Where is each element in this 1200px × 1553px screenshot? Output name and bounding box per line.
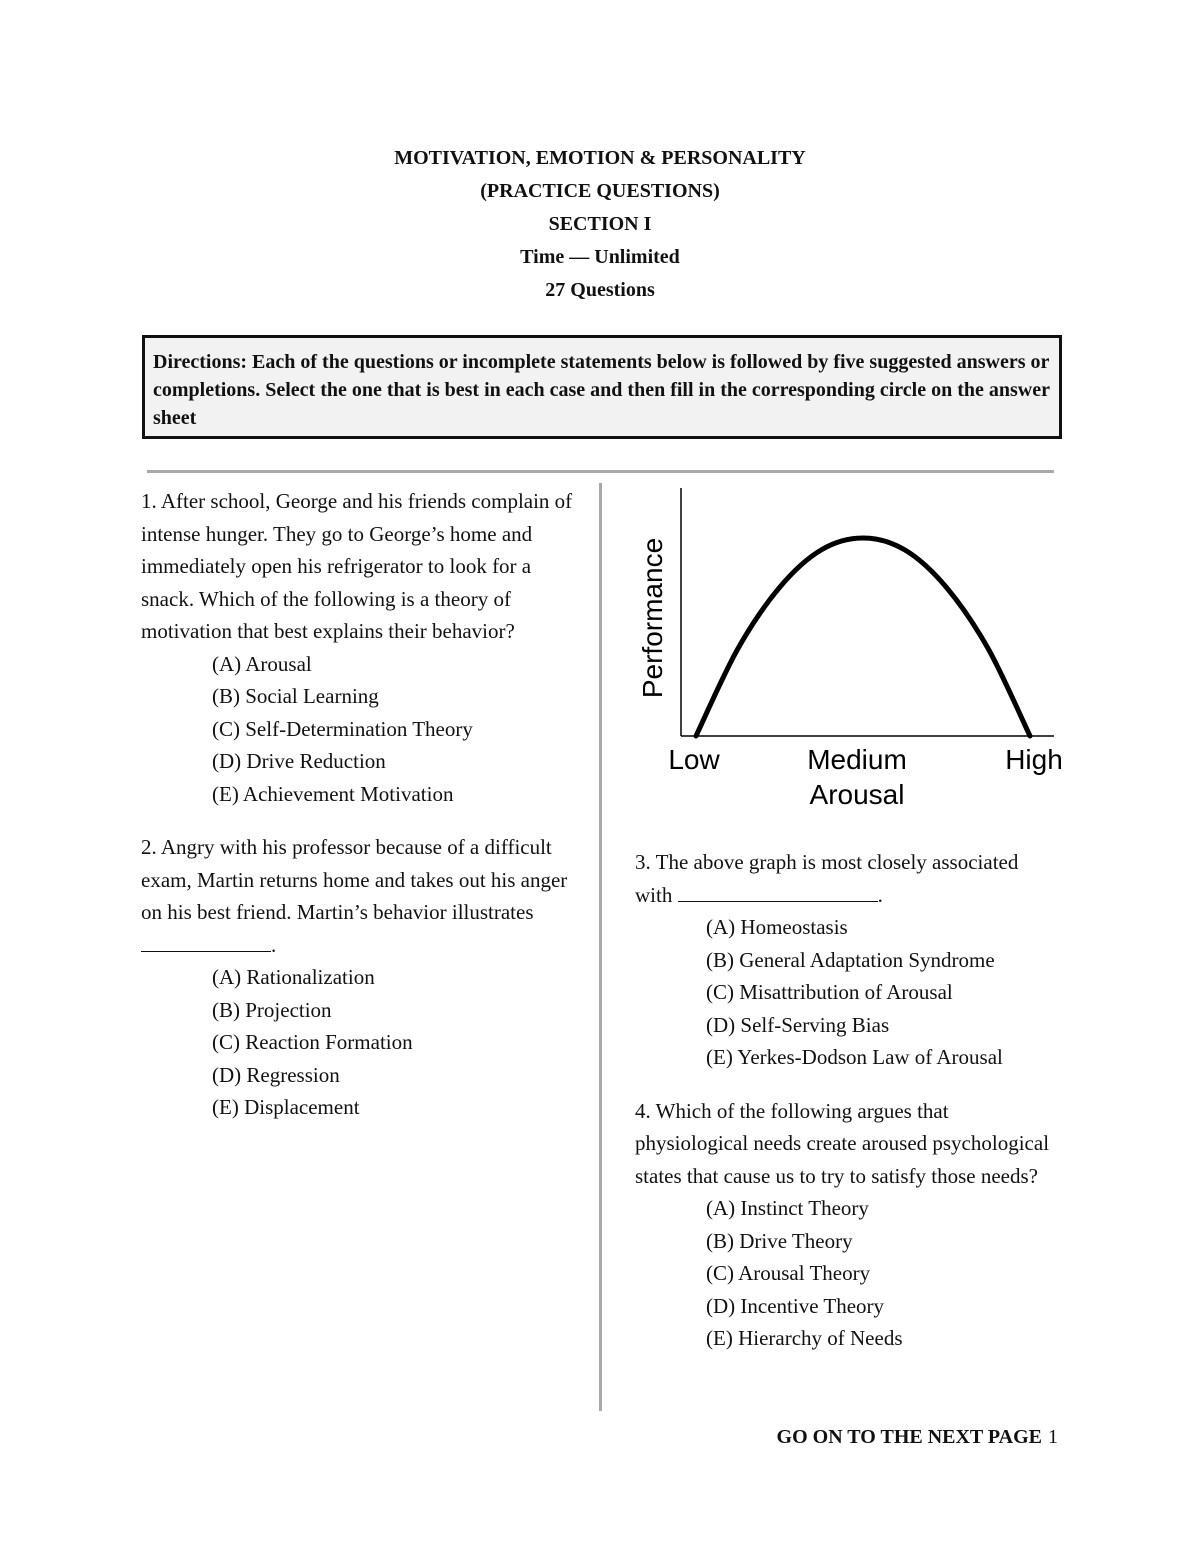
question-count: 27 Questions <box>545 279 655 301</box>
answer-options <box>635 1192 1055 1355</box>
answer-option: (C) Arousal Theory <box>706 1261 871 1285</box>
question-stem <box>141 831 581 961</box>
stem-end: . <box>877 882 883 907</box>
directions-box: Directions: Each of the questions or incomplete statements below is followed by five suggested answers or completions. Select the one that is best in each case and then fill in the corresponding circle on the answer sheet <box>142 335 1062 439</box>
section-label: SECTION I <box>548 213 652 235</box>
answer-option: (C) Misattribution of Arousal <box>706 980 953 1004</box>
column-divider <box>599 483 602 1411</box>
answer-option: (B) Social Learning <box>212 684 379 708</box>
page-footer <box>777 1424 1058 1450</box>
yerkes-dodson-graph <box>620 478 1080 818</box>
time-limit: Time — Unlimited <box>520 246 680 268</box>
stem-text: 2. Angry with his professor because of a difficult exam, Martin returns home and takes out his anger on his best friend. Martin’s behavior illustrates <box>141 835 568 924</box>
x-axis-label: Arousal <box>809 779 905 810</box>
next-page-notice: GO ON TO THE NEXT PAGE <box>776 1426 1042 1448</box>
answer-option: (C) Reaction Formation <box>212 1030 413 1054</box>
question-stem: 4. Which of the following argues that physiological needs create aroused psychological states that cause us to try to satisfy those needs? <box>635 1098 1050 1188</box>
question-1 <box>141 485 581 810</box>
left-column <box>141 485 581 1145</box>
question-2 <box>141 831 581 1124</box>
horizontal-divider <box>147 470 1054 473</box>
performance-curve <box>696 538 1030 736</box>
answer-option: (D) Self-Serving Bias <box>706 1012 890 1037</box>
x-tick-medium: Medium <box>807 744 907 775</box>
answer-option: (E) Displacement <box>212 1095 360 1119</box>
page-number: 1 <box>1048 1426 1058 1448</box>
answer-blank <box>141 931 271 952</box>
answer-option: (B) General Adaptation Syndrome <box>706 947 995 972</box>
question-4 <box>635 1095 1055 1355</box>
right-column <box>635 846 1055 1376</box>
answer-option: (E) Yerkes-Dodson Law of Arousal <box>706 1045 1003 1069</box>
document-subtitle: (PRACTICE QUESTIONS) <box>480 180 720 202</box>
answer-options <box>141 648 581 811</box>
question-3 <box>635 846 1055 1074</box>
stem-text: 3. The above graph is most closely associated with <box>635 850 1019 907</box>
answer-option: (D) Drive Reduction <box>212 749 386 773</box>
answer-options <box>141 961 581 1124</box>
answer-option: (D) Regression <box>212 1062 340 1087</box>
answer-blank <box>678 881 878 902</box>
answer-option: (E) Hierarchy of Needs <box>706 1326 903 1350</box>
answer-option: (E) Achievement Motivation <box>212 781 454 806</box>
question-stem <box>635 846 1055 911</box>
answer-option: (A) Arousal <box>212 651 312 676</box>
answer-options <box>635 911 1055 1074</box>
answer-option: (B) Drive Theory <box>706 1228 853 1253</box>
x-tick-high: High <box>1005 744 1063 775</box>
y-axis-label: Performance <box>637 537 668 699</box>
chart-svg <box>620 478 1080 818</box>
answer-option: (B) Projection <box>212 997 332 1022</box>
x-tick-low: Low <box>668 744 720 775</box>
question-stem: 1. After school, George and his friends complain of intense hunger. They go to George’s home and immediately open his refrigerator to look for a snack. Which of the following is a theory of motivation that best explains their behavior? <box>141 489 573 643</box>
answer-option: (D) Incentive Theory <box>706 1293 885 1318</box>
stem-end: . <box>271 932 277 957</box>
answer-option: (A) Homeostasis <box>706 915 848 939</box>
document-header <box>0 142 1200 307</box>
answer-option: (C) Self-Determination Theory <box>212 716 473 741</box>
answer-option: (A) Rationalization <box>212 965 375 989</box>
document-title: MOTIVATION, EMOTION & PERSONALITY <box>394 147 806 169</box>
answer-option: (A) Instinct Theory <box>706 1196 869 1220</box>
